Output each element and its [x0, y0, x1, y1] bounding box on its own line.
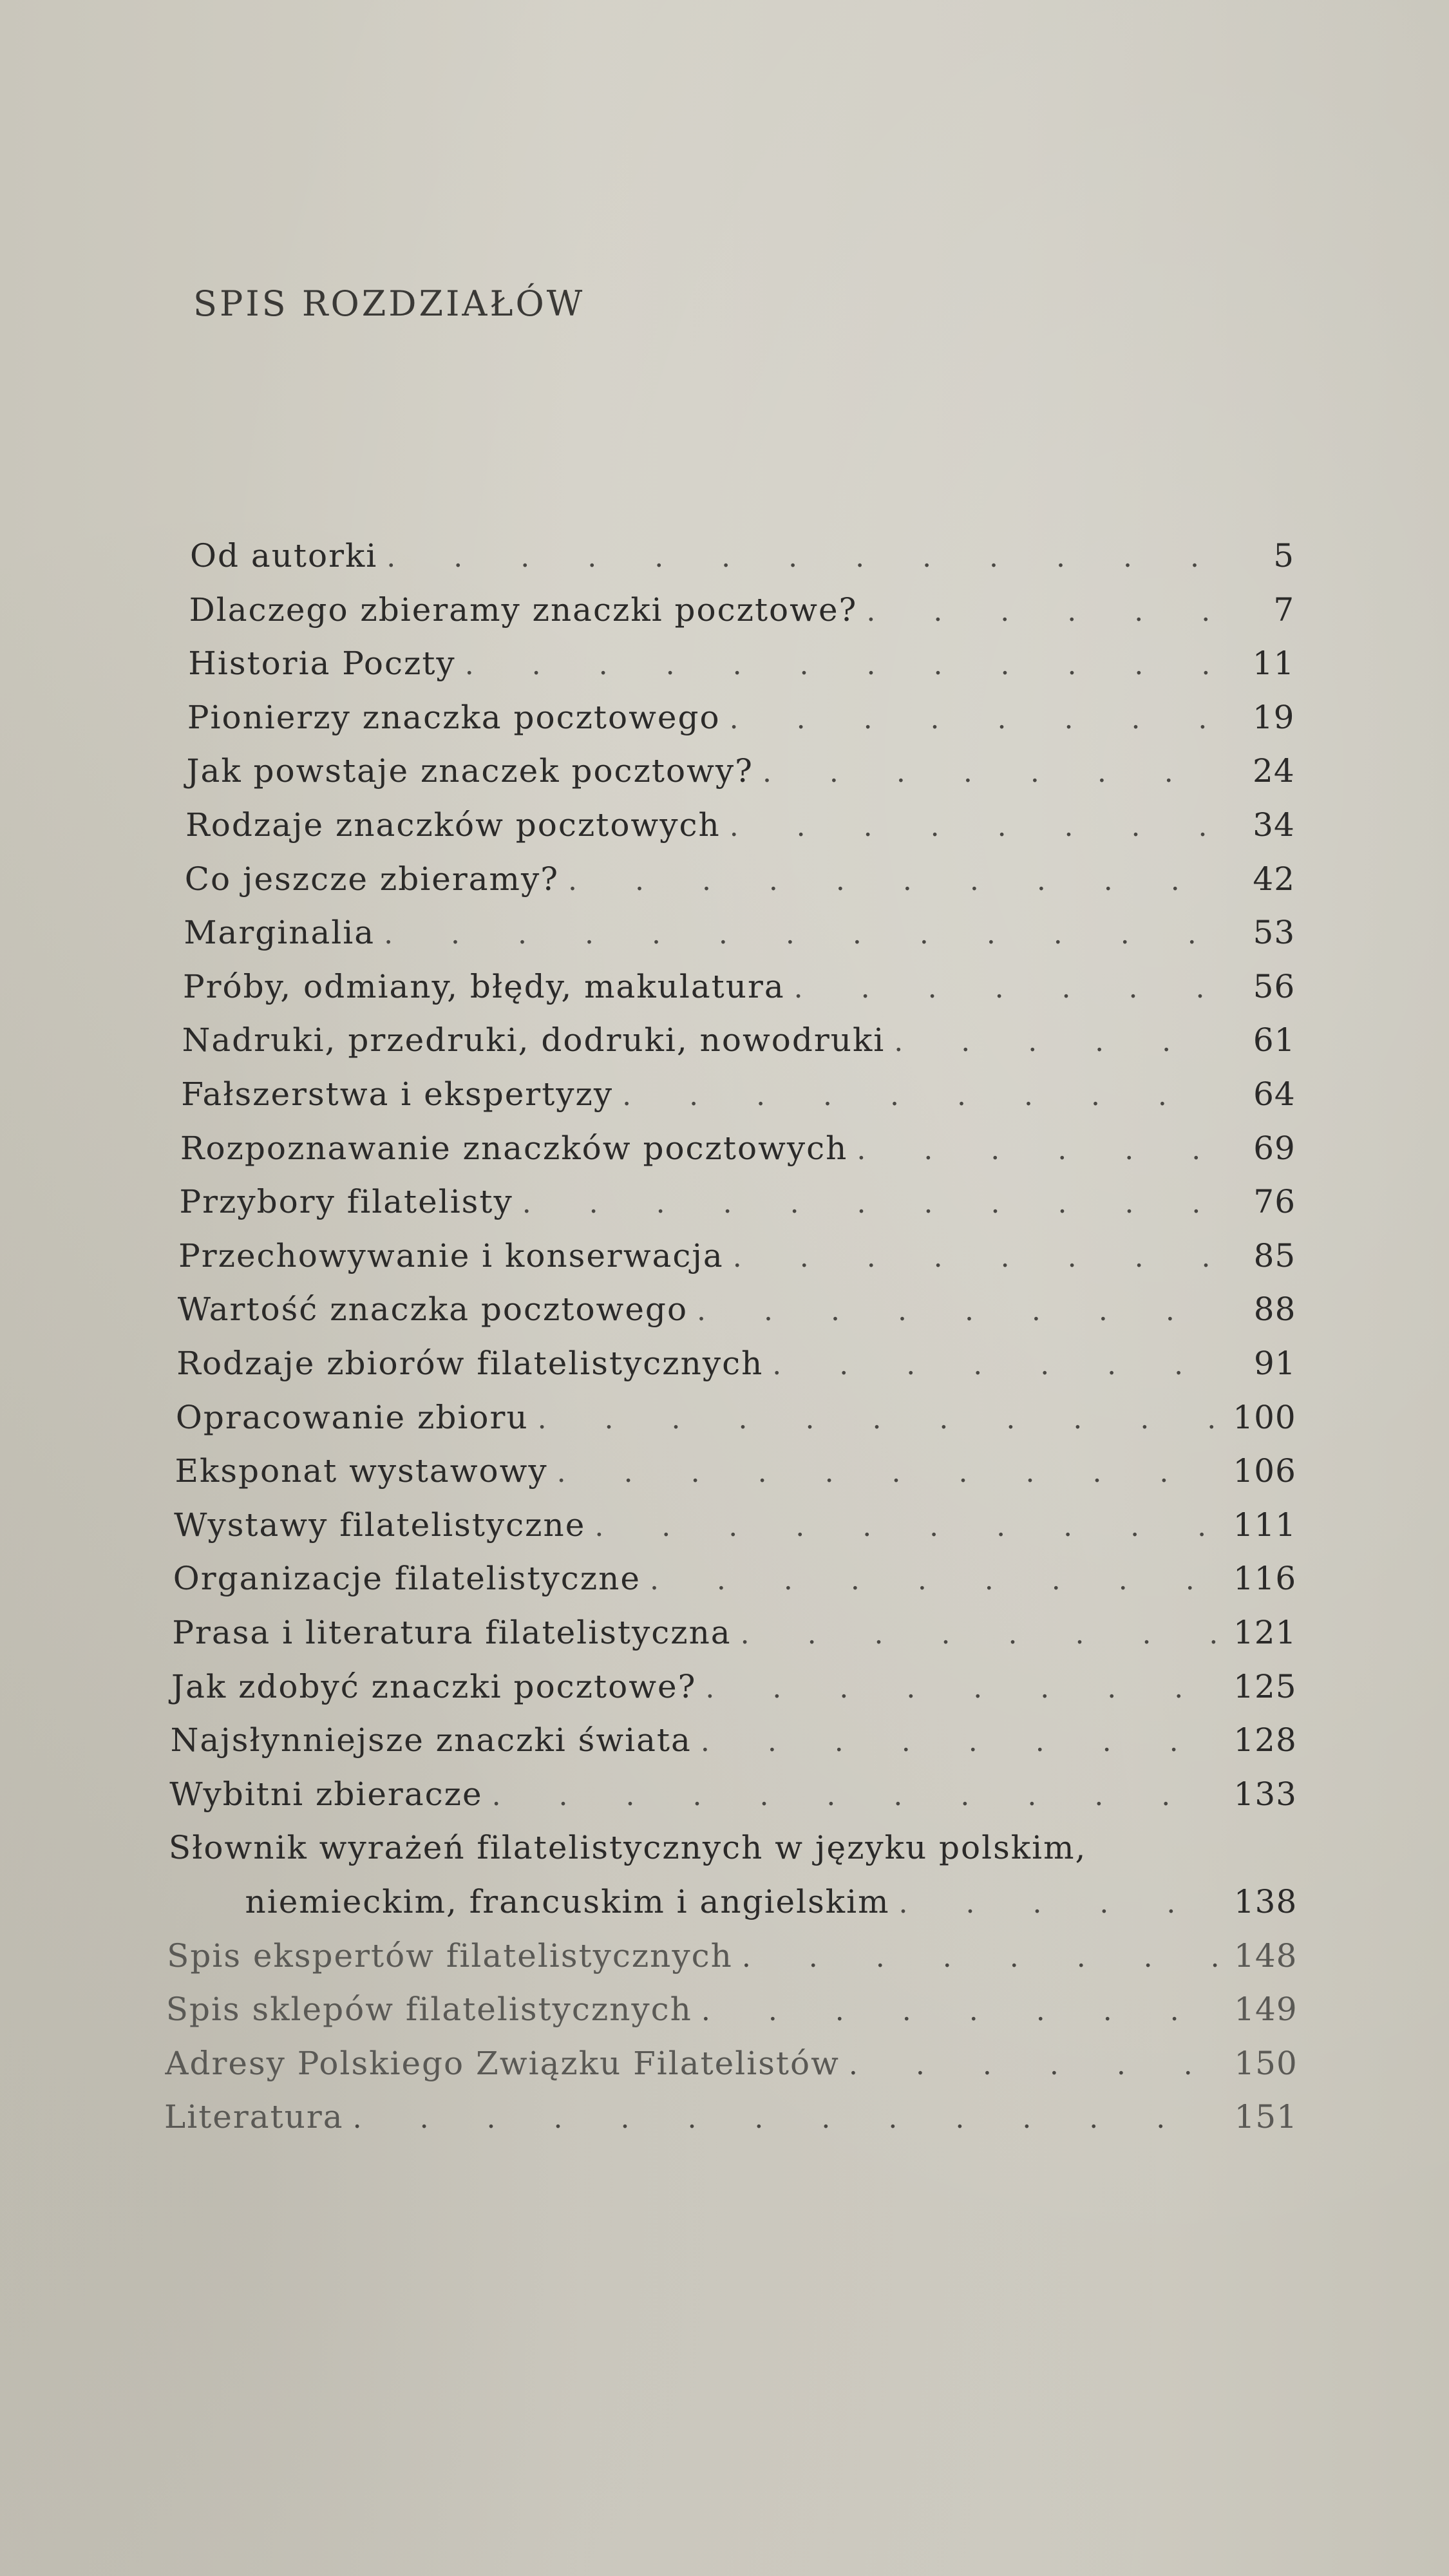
dot-leader [559, 858, 1218, 904]
toc-entry-title: Przybory filatelisty [179, 1183, 513, 1221]
dot-leader [375, 912, 1218, 957]
dot-leader [885, 1019, 1218, 1065]
toc-entry [171, 1664, 1297, 1711]
dot-leader [692, 1989, 1220, 2034]
dot-leader [785, 966, 1218, 1011]
toc-entry-page: 149 [1234, 1991, 1298, 2029]
dot-leader [548, 1450, 1219, 1495]
toc-entry-title: Spis sklepów filatelistycznych [166, 1991, 692, 2029]
toc-entry [166, 1987, 1298, 2034]
dot-leader [721, 804, 1218, 849]
toc-entry-page: 24 [1253, 752, 1295, 790]
toc-entry-page: 34 [1253, 806, 1295, 844]
toc-entry-title: Wystawy filatelistyczne [174, 1506, 586, 1544]
dot-leader [688, 1289, 1218, 1334]
dot-leader [890, 1881, 1220, 1926]
toc-entry-title: Historia Poczty [188, 645, 456, 683]
toc-entry-title: Rodzaje znaczków pocztowych [185, 806, 721, 844]
toc-entry-title: Od autorki [190, 537, 378, 574]
dot-leader [848, 1128, 1218, 1173]
toc-entry [167, 1933, 1297, 1980]
toc-entry-title: Próby, odmiany, błędy, makulatura [182, 967, 785, 1005]
toc-entry-title: Rozpoznawanie znaczków pocztowych [180, 1129, 848, 1167]
toc-entry [169, 1825, 1297, 1870]
toc-entry-title: Wartość znaczka pocztowego [177, 1291, 688, 1329]
toc-entry-title: Prasa i literatura filatelistyczna [172, 1614, 732, 1651]
dot-leader [456, 643, 1218, 688]
toc-entry-page: 11 [1252, 645, 1295, 683]
toc-entry [190, 533, 1294, 580]
dot-leader [857, 589, 1217, 634]
dot-leader [692, 1719, 1220, 1765]
toc-entry [185, 802, 1295, 849]
toc-entry-title: Nadruki, przedruki, dodruki, nowodruki [182, 1021, 886, 1059]
toc-entry [174, 1502, 1296, 1549]
dot-leader [753, 750, 1218, 795]
dot-leader [344, 2096, 1220, 2141]
dot-leader [529, 1397, 1219, 1442]
dot-leader [721, 697, 1218, 742]
toc-entry [176, 1395, 1296, 1442]
toc-entry-title: Jak zdobyć znaczki pocztowe? [171, 1667, 697, 1705]
toc-entry-page: 128 [1233, 1721, 1297, 1759]
toc-entry [183, 964, 1295, 1011]
dot-leader [513, 1181, 1218, 1226]
toc-entry-title: Rodzaje zbiorów filatelistycznych [176, 1345, 764, 1382]
toc-entry-page: 61 [1253, 1021, 1296, 1059]
toc-entry-page: 88 [1253, 1291, 1296, 1329]
toc-entry-page: 69 [1253, 1129, 1296, 1167]
toc-entry-title: Eksponat wystawowy [175, 1452, 548, 1490]
dot-leader [696, 1666, 1219, 1711]
toc-entry-title: Organizacje filatelistyczne [173, 1560, 641, 1598]
toc-entry-title: Opracowanie zbioru [175, 1398, 529, 1436]
dot-leader [483, 1774, 1220, 1819]
toc-entry-title: Pionierzy znaczka pocztowego [187, 698, 721, 736]
toc-entry-page: 133 [1233, 1775, 1297, 1813]
dot-leader [732, 1612, 1220, 1657]
toc-entry-title: Co jeszcze zbieramy? [184, 860, 560, 898]
toc-entry [165, 2041, 1297, 2088]
toc-entry [184, 910, 1295, 957]
toc-entry [179, 1179, 1296, 1226]
toc-entry-page: 64 [1253, 1075, 1296, 1113]
toc-entry-page: 76 [1253, 1183, 1296, 1221]
dot-leader [585, 1504, 1219, 1549]
toc-entry-page: 125 [1233, 1667, 1297, 1705]
toc-entry [188, 641, 1294, 688]
toc-entry-page: 19 [1252, 698, 1295, 736]
toc-entry [178, 1287, 1296, 1334]
page-heading: SPIS ROZDZIAŁÓW [193, 283, 585, 324]
toc-entry [182, 1018, 1296, 1065]
toc-entry-page: 116 [1233, 1560, 1297, 1598]
dot-leader [733, 1935, 1220, 1980]
toc-entry [185, 857, 1295, 904]
toc-entry [176, 1341, 1296, 1388]
toc-entry-page: 121 [1233, 1614, 1297, 1651]
toc-entry-page: 5 [1273, 537, 1294, 574]
dot-leader [613, 1074, 1218, 1119]
toc-entry [164, 2094, 1298, 2141]
toc-entry [175, 1448, 1296, 1495]
dot-leader [641, 1558, 1219, 1603]
toc-entry-page: 53 [1253, 914, 1296, 952]
toc-entry-title: Przechowywanie i konserwacja [178, 1236, 724, 1274]
toc-entry-page: 151 [1234, 2098, 1298, 2136]
dot-leader [763, 1343, 1218, 1388]
toc-entry-page: 7 [1273, 591, 1295, 629]
toc-entry [180, 1126, 1296, 1173]
toc-entry [178, 1233, 1296, 1280]
toc-entry-title: Wybitni zbieracze [169, 1775, 483, 1813]
toc-entry [245, 1879, 1298, 1926]
dot-leader [724, 1235, 1218, 1280]
toc-entry-page: 91 [1253, 1345, 1296, 1382]
toc-entry-title: Jak powstaje znaczek pocztowy? [186, 752, 753, 790]
toc-entry [187, 695, 1295, 742]
toc-entry-title: Słownik wyrażeń filatelistycznych w języku polskim, [168, 1829, 1087, 1867]
toc-entry-page: 106 [1233, 1452, 1296, 1490]
toc-entry-page: 56 [1253, 967, 1296, 1005]
toc-entry [169, 1772, 1297, 1819]
toc-entry [186, 748, 1294, 795]
toc-entry-page: 42 [1253, 860, 1296, 898]
toc-entry [171, 1718, 1297, 1765]
toc-entry-page: 100 [1233, 1398, 1296, 1436]
toc-entry-title: Fałszerstwa i ekspertyzy [181, 1075, 614, 1113]
toc-entry-page: 111 [1233, 1506, 1297, 1544]
dot-leader [377, 535, 1217, 580]
toc-entry [173, 1556, 1296, 1603]
toc-entry-page: 85 [1253, 1236, 1296, 1274]
toc-entry-title: Literatura [164, 2098, 344, 2136]
toc-entry-page: 150 [1234, 2044, 1298, 2082]
toc-entry-title: Dlaczego zbieramy znaczki pocztowe? [189, 591, 858, 629]
dot-leader [840, 2043, 1220, 2088]
toc-entry [189, 587, 1295, 634]
toc-entry-title: Marginalia [184, 914, 375, 952]
toc-entry-title: Najsłynniejsze znaczki świata [170, 1721, 692, 1759]
toc-entry-page: 148 [1234, 1937, 1298, 1975]
toc-entry-page: 138 [1233, 1883, 1298, 1920]
toc-entry-title: Adresy Polskiego Związku Filatelistów [165, 2044, 840, 2082]
toc-entry [181, 1072, 1296, 1119]
toc-entry-title: Spis ekspertów filatelistycznych [167, 1937, 733, 1975]
toc-entry-title: niemieckim, francuskim i angielskim [245, 1883, 890, 1920]
toc-entry [172, 1610, 1296, 1657]
